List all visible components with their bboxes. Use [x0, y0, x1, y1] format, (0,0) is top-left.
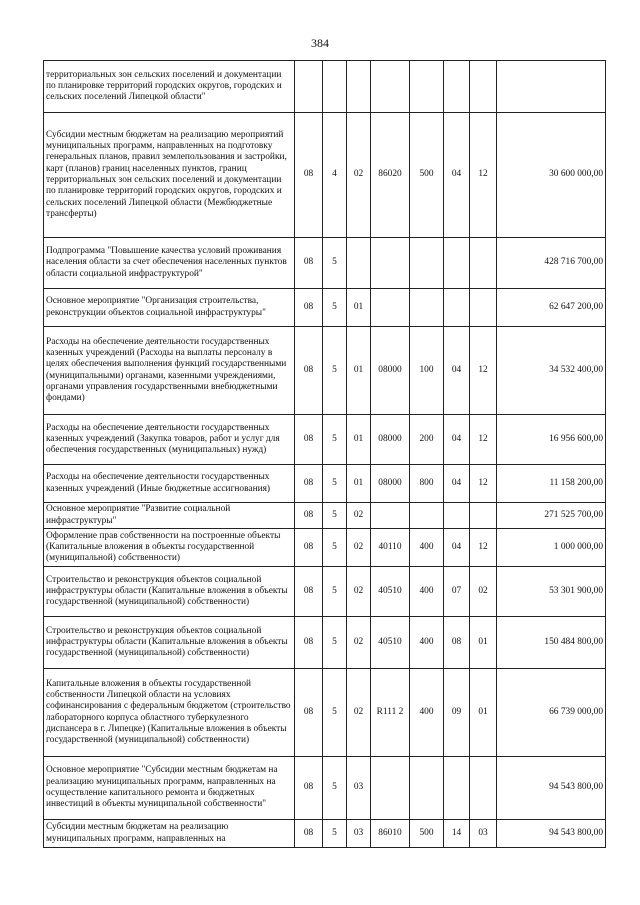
col-amount: 53 301 900,00	[497, 567, 606, 617]
col-section: 04	[444, 113, 470, 238]
col-ministry: 08	[295, 669, 323, 757]
col-subprogram: 5	[323, 617, 347, 669]
table-row	[44, 503, 606, 529]
table-row	[44, 567, 606, 617]
row-name: Основное мероприятие "Субсидии местным бюджетам на реализацию муниципальных программ, направленных на осуществление капитального ремонта и бюджетных инвестиций в объекты муниципальной собственности"	[44, 757, 295, 820]
col-subprogram: 5	[323, 503, 347, 529]
col-expense-type: 500	[410, 820, 444, 848]
col-subprogram: 5	[323, 529, 347, 567]
col-amount	[497, 61, 606, 113]
col-amount: 94 543 800,00	[497, 757, 606, 820]
row-name: территориальных зон сельских поселений и документации по планировке территорий городских округов, городских и сельских поселений Липецкой области"	[44, 61, 295, 113]
col-subprogram: 5	[323, 238, 347, 289]
col-section: 04	[444, 327, 470, 415]
table-row	[44, 415, 606, 465]
col-subsection	[470, 61, 497, 113]
col-event: 01	[347, 415, 371, 465]
col-subprogram: 5	[323, 757, 347, 820]
col-direction	[371, 289, 410, 327]
col-section	[444, 238, 470, 289]
col-expense-type: 400	[410, 617, 444, 669]
col-section: 04	[444, 415, 470, 465]
col-direction: 40110	[371, 529, 410, 567]
col-subprogram: 5	[323, 327, 347, 415]
col-amount: 34 532 400,00	[497, 327, 606, 415]
col-amount: 66 739 000,00	[497, 669, 606, 757]
col-expense-type	[410, 757, 444, 820]
table-row	[44, 529, 606, 567]
col-event: 01	[347, 465, 371, 503]
col-event: 02	[347, 529, 371, 567]
col-direction: 08000	[371, 465, 410, 503]
table-row	[44, 757, 606, 820]
col-section	[444, 61, 470, 113]
row-name: Строительство и реконструкция объектов социальной инфраструктуры области (Капитальные вложения в объекты государственной (муниципальной) собственности)	[44, 567, 295, 617]
col-event: 02	[347, 669, 371, 757]
col-event: 02	[347, 567, 371, 617]
col-ministry: 08	[295, 757, 323, 820]
table-row	[44, 238, 606, 289]
col-subprogram: 5	[323, 567, 347, 617]
row-name: Строительство и реконструкция объектов социальной инфраструктуры области (Капитальные вложения в объекты государственной (муниципальной) собственности)	[44, 617, 295, 669]
col-event: 02	[347, 113, 371, 238]
page-number: 384	[311, 36, 329, 50]
col-section: 04	[444, 465, 470, 503]
col-amount: 30 600 000,00	[497, 113, 606, 238]
col-section	[444, 757, 470, 820]
col-subprogram: 5	[323, 289, 347, 327]
row-name: Капитальные вложения в объекты государственной собственности Липецкой области на условиях софинансирования с федеральным бюджетом (строительство лабораторного корпуса областного туберкулезного диспансера в г. Липецке) (Капитальные вложения в объекты государственной (муниципальной) собственности)	[44, 669, 295, 757]
col-ministry: 08	[295, 617, 323, 669]
col-subsection: 01	[470, 669, 497, 757]
col-subprogram: 5	[323, 415, 347, 465]
col-direction	[371, 61, 410, 113]
col-subsection	[470, 289, 497, 327]
col-ministry: 08	[295, 465, 323, 503]
col-event: 03	[347, 820, 371, 848]
table-row	[44, 617, 606, 669]
col-expense-type: 200	[410, 415, 444, 465]
col-event: 02	[347, 617, 371, 669]
col-event: 01	[347, 289, 371, 327]
col-event	[347, 61, 371, 113]
col-section	[444, 289, 470, 327]
col-amount: 16 956 600,00	[497, 415, 606, 465]
col-event: 01	[347, 327, 371, 415]
col-ministry: 08	[295, 238, 323, 289]
col-ministry: 08	[295, 327, 323, 415]
col-expense-type	[410, 289, 444, 327]
col-ministry: 08	[295, 113, 323, 238]
table-row	[44, 61, 606, 113]
col-expense-type	[410, 61, 444, 113]
col-amount: 11 158 200,00	[497, 465, 606, 503]
row-name: Оформление прав собственности на построенные объекты (Капитальные вложения в объекты государственной (муниципальной) собственности)	[44, 529, 295, 567]
col-direction	[371, 757, 410, 820]
col-subsection: 01	[470, 617, 497, 669]
col-expense-type: 500	[410, 113, 444, 238]
table-row	[44, 113, 606, 238]
col-expense-type: 800	[410, 465, 444, 503]
col-subsection: 03	[470, 820, 497, 848]
col-subprogram: 4	[323, 113, 347, 238]
col-direction: 08000	[371, 327, 410, 415]
row-name: Расходы на обеспечение деятельности государственных казенных учреждений (Иные бюджетные ассигнования)	[44, 465, 295, 503]
col-subsection: 12	[470, 465, 497, 503]
col-expense-type: 400	[410, 567, 444, 617]
col-ministry: 08	[295, 415, 323, 465]
col-direction: 40510	[371, 617, 410, 669]
col-expense-type: 400	[410, 669, 444, 757]
col-subprogram: 5	[323, 820, 347, 848]
col-expense-type	[410, 238, 444, 289]
row-name: Расходы на обеспечение деятельности государственных казенных учреждений (Расходы на выплаты персоналу в целях обеспечения выполнения функций государственными (муниципальными) органами, казенными учреждениями, органами управления государственными внебюджетными фондами)	[44, 327, 295, 415]
col-section: 07	[444, 567, 470, 617]
table-row	[44, 327, 606, 415]
col-ministry	[295, 61, 323, 113]
row-name: Подпрограмма "Повышение качества условий проживания населения области за счет обеспечения населенных пунктов области социальной инфраструктурой"	[44, 238, 295, 289]
col-ministry: 08	[295, 820, 323, 848]
col-subsection	[470, 757, 497, 820]
col-amount: 1 000 000,00	[497, 529, 606, 567]
col-direction: 86020	[371, 113, 410, 238]
col-subprogram: 5	[323, 465, 347, 503]
table-row	[44, 289, 606, 327]
col-event: 02	[347, 503, 371, 529]
col-section: 04	[444, 529, 470, 567]
col-subprogram	[323, 61, 347, 113]
col-direction: R111 2	[371, 669, 410, 757]
col-expense-type: 100	[410, 327, 444, 415]
col-subprogram: 5	[323, 669, 347, 757]
col-subsection: 12	[470, 327, 497, 415]
col-direction	[371, 238, 410, 289]
budget-table	[43, 60, 606, 848]
row-name: Субсидии местным бюджетам на реализацию муниципальных программ, направленных на	[44, 820, 295, 848]
col-subsection	[470, 503, 497, 529]
col-section: 08	[444, 617, 470, 669]
table-row	[44, 669, 606, 757]
col-direction: 86010	[371, 820, 410, 848]
col-subsection: 02	[470, 567, 497, 617]
row-name: Основное мероприятие "Организация строительства, реконструкции объектов социальной инфраструктуры"	[44, 289, 295, 327]
col-expense-type: 400	[410, 529, 444, 567]
row-name: Расходы на обеспечение деятельности государственных казенных учреждений (Закупка товаров, работ и услуг для обеспечения государственных (муниципальных) нужд)	[44, 415, 295, 465]
col-amount: 428 716 700,00	[497, 238, 606, 289]
col-amount: 94 543 800,00	[497, 820, 606, 848]
col-event: 03	[347, 757, 371, 820]
row-name: Основное мероприятие "Развитие социальной инфраструктуры"	[44, 503, 295, 529]
col-subsection: 12	[470, 529, 497, 567]
col-section: 14	[444, 820, 470, 848]
col-event	[347, 238, 371, 289]
col-amount: 271 525 700,00	[497, 503, 606, 529]
row-name: Субсидии местным бюджетам на реализацию мероприятий муниципальных программ, направленных на подготовку генеральных планов, правил землепользования и застройки, карт (планов) границ населенных пунктов, границ территориальных зон сельских поселений и документации по планировке территорий городских округов, городских и сельских поселений Липецкой области (Межбюджетные трансферты)	[44, 113, 295, 238]
col-amount: 150 484 800,00	[497, 617, 606, 669]
col-direction	[371, 503, 410, 529]
col-subsection: 12	[470, 415, 497, 465]
col-subsection	[470, 238, 497, 289]
col-amount: 62 647 200,00	[497, 289, 606, 327]
col-direction: 08000	[371, 415, 410, 465]
col-section	[444, 503, 470, 529]
col-section: 09	[444, 669, 470, 757]
col-direction: 40510	[371, 567, 410, 617]
col-expense-type	[410, 503, 444, 529]
col-ministry: 08	[295, 503, 323, 529]
col-ministry: 08	[295, 567, 323, 617]
table-row	[44, 465, 606, 503]
col-ministry: 08	[295, 289, 323, 327]
table-row	[44, 820, 606, 848]
col-subsection: 12	[470, 113, 497, 238]
col-ministry: 08	[295, 529, 323, 567]
